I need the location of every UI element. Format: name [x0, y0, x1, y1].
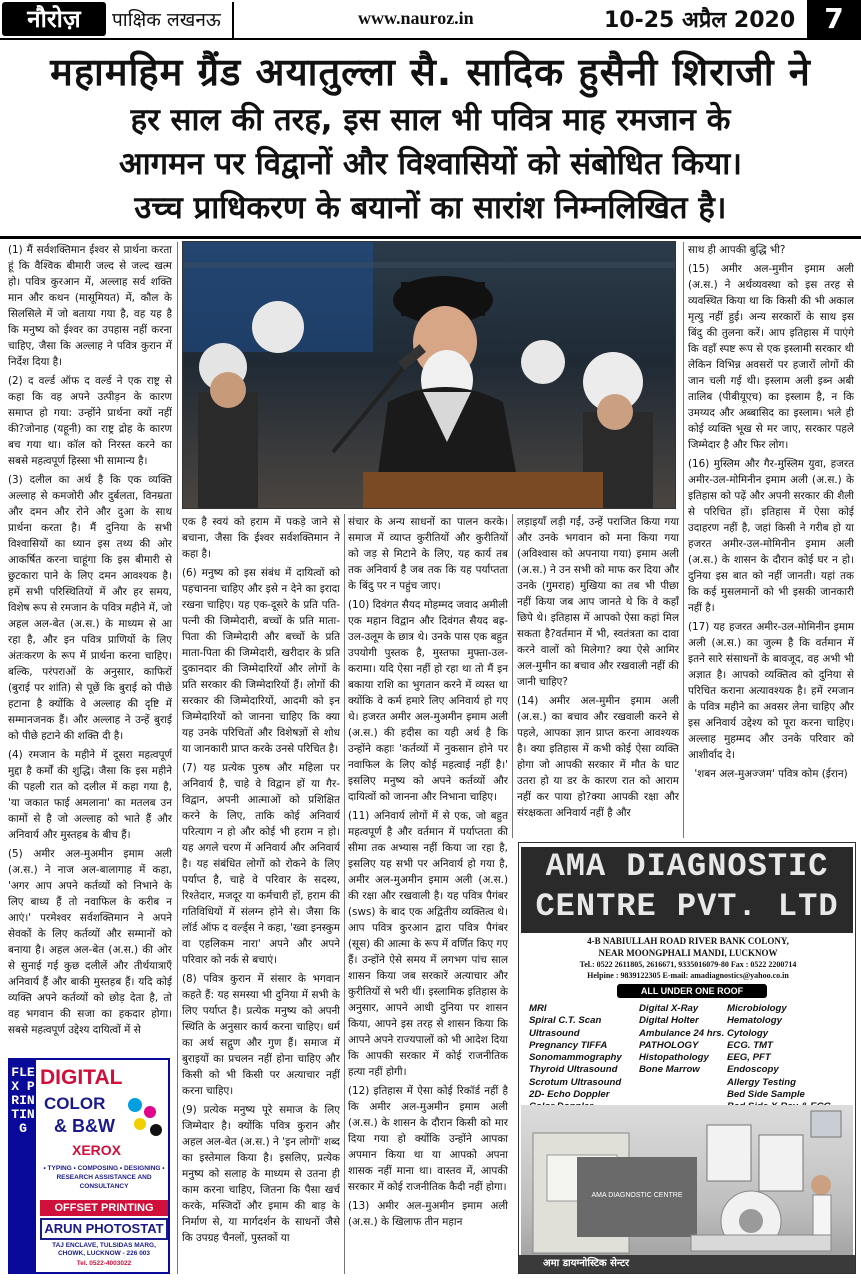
- paragraph: (7) यह प्रत्येक पुरुष और महिला पर अनिवार्य है, चाहे वे विद्वान हों या गैर-विद्वान, अपनी आत्माओं को प्रशिक्षित करने के लिए, ताकि कोई अनिवार्य परित्याग न हो और कोई भी हराम न हो। यह अगले चरण में अनिवार्य और अनिवार्य है। यह संबंधित लोगों को रोकने के लिए पर्याप्त है, चाहे वे परिवार के सदस्य, रिश्तेदार, मजदूर या कर्मचारी हों, हराम की गतिविधियों में संलग्न होने से। जैसा कि लॉर्ड ऑफ द वर्ल्ड्स ने कहा, 'ख्वा इनस्कुम वा एहलिकम नारा' अपने और अपने परिवार को नर्क से बचाएं।: [182, 762, 340, 966]
- paragraph: (3) दलील का अर्थ है कि एक व्यक्ति अल्लाह से कमजोरी और दुर्बलता, विनम्रता और दमन और रोने और दुआ के साथ प्रार्थना करता है। मैं दुनिया के सभी विश्वासियों का ध्यान इस तथ्य की ओर आकर्षित करना चाहूंगा कि इस बीमारी से छुटकारा पाने के लिए दमन आवश्यक है। हमें सभी परिस्थितियों में और हर समय, विशेष रूप से रमजान के पवित्र महीने में, जो अहल अल-बेत (अ.स.) के माध्यम से आ रहा है, और इन पवित्र प्राणियों के लिए अंतःकरण के रूप में प्रार्थना करना चाहिए। बल्कि, परंपराओं के अनुसार, काफिरों (बुराई पर शांति) से पूछें कि बुराई को पीछे हटाना है क्योंकि वे अल्लाह की दृष्टि में सम्मानजनक हैं। और अल्लाह ने उन्हें बुराई को पीछे हटाने की शक्ति दी है।: [8, 474, 172, 742]
- ama-title: [521, 847, 853, 933]
- ama-under-one-roof-badge: ALL UNDER ONE ROOF: [617, 984, 767, 998]
- issue-date: 10-25 अप्रैल 2020: [604, 8, 796, 33]
- color-dot-icon: [128, 1098, 142, 1112]
- article-column-4: [517, 514, 679, 838]
- paragraph: (4) रमजान के महीने में दूसरा महत्वपूर्ण मुद्दा है कर्मों की शुद्धि। जैसा कि इस महीने की पहली रात को दलील में कहा गया है, 'या जकात फाई अमलाना' का मतलब उन कामों से है जो अल्लाह को भाते हैं और अनिवार्य और मुस्तहब के बीच हैं।: [8, 749, 172, 841]
- photo-illustration: [183, 242, 676, 509]
- paragraph: (13) अमीर अल-मुअमीन इमाम अली (अ.स.) के खिलाफ तीन महान: [348, 1200, 508, 1228]
- page-number: 7: [807, 0, 861, 38]
- paragraph: साथ ही आपकी बुद्धि भी?: [688, 244, 786, 256]
- headline-rule: [0, 236, 861, 239]
- ama-services-col-3: [727, 1003, 831, 1114]
- service-item: Bed Side Sample: [727, 1089, 805, 1101]
- column-divider: [512, 514, 513, 838]
- color-dot-icon: [150, 1124, 162, 1136]
- paragraph: (6) मनुष्य को इस संबंध में दायित्वों को पहचानना चाहिए और इसे न देने का इरादा रखना चाहिए। यह एक-दूसरे के प्रति पति-पत्नी की जिम्मेदारी, बच्चों के प्रति माता-पिता की जिम्मेदारी और बच्चों के प्रति माता-पिता की जिम्मेदारी, खरीदार के प्रति दुकानदार की जिम्मेदारियों और लोगों के प्रति सरकार की जिम्मेदारियों हैं। लोगों की सरकार की जिम्मेदारियों, आदमी को इन जिम्मेदारियों को जानना चाहिए कि क्या यह उनके परिचितों और विशेषज्ञों से शोध या जानकारी प्राप्त करके उनसे परिचित है।: [182, 567, 340, 755]
- column-divider: [683, 242, 684, 838]
- service-item: Pregnancy TIFFA: [529, 1039, 608, 1051]
- article-column-1: [8, 242, 172, 1054]
- service-item: Scrotum Ultrasound: [529, 1076, 622, 1088]
- paragraph: (9) प्रत्येक मनुष्य पूरे समाज के लिए जिम्मेदार है। क्योंकि पवित्र कुरान और अहल अल-बेत (अ.स.) ने 'इन लोगों' शब्द का इस्तेमाल किया है। इसलिए, प्रत्येक मनुष्य को सलाह के माध्यम से उतना ही काम करना चाहिए, जितना कि पैसा खर्च करके, मस्जिदों और इमाम की बाड़ के निर्माण से, या मार्गदर्शन के साधनों जैसे कि उपग्रह चैनलों, पुस्तकों या: [182, 1104, 340, 1244]
- ad-xerox-label: XEROX: [72, 1142, 122, 1158]
- service-item: Sonomammography: [529, 1052, 622, 1064]
- equipment-illustration: [521, 1105, 853, 1273]
- ama-title-line-2: CENTRE PVT. LTD: [535, 888, 839, 925]
- ama-equipment-photo: [521, 1105, 853, 1273]
- ama-telephone: Tel.: 0522 2611805, 2616671, 9335016079-80 Fax : 0522 2200714: [579, 960, 797, 969]
- flex-printing-ad[interactable]: [8, 1058, 170, 1274]
- ama-address-line-2: NEAR MOONGPHALI MANDI, LUCKNOW: [598, 948, 778, 958]
- paragraph: (12) इतिहास में ऐसा कोई रिकॉर्ड नहीं है कि अमीर अल-मुअमीन इमाम अली (अ.स.) के शासन के दौरान किसी को मार दिया गया हो क्योंकि उन्होंने आपका अपमान किया था या आपको अपना शासक नहीं माना था। वास्तव में, आपकी सरकार में कोई राजनीतिक कैदी नहीं होगा।: [348, 1085, 508, 1193]
- masthead-divider: [232, 2, 234, 38]
- ad-digital-label: DIGITAL: [40, 1066, 123, 1089]
- service-item: Hematology: [727, 1015, 782, 1027]
- ad-color-label: COLOR: [44, 1094, 106, 1113]
- headline-line-4: उच्च प्राधिकरण के बयानों का सारांश निम्नलिखित है।: [134, 190, 727, 226]
- article-column-3: [348, 514, 508, 1274]
- headline-line-3: आगमन पर विद्वानों और विश्वासियों को संबोधित किया।: [118, 146, 743, 182]
- service-item: Spiral C.T. Scan: [529, 1015, 602, 1027]
- paragraph: (15) अमीर अल-मुमीन इमाम अली (अ.स.) ने अर्थव्यवस्था को इस तरह से व्यवस्थित किया था कि किसी की भी अकाल मृत्यु नहीं हुई। अन्य सरकारों के साथ इस बिंदु की तुलना करें। आप इतिहास में पाएंगे कि वहाँ स्पष्ट रूप से एक इस्लामी सरकार थी लेकिन विभिन्न अवसरों पर हजारों लोगों की जान चली गई थी। इस्लाम अली इब्न अबी तालिब (पीबीयूएच) का इस्लाम है, न कि उमय्यद और अब्बासिद का इस्लाम। भले ही कोई व्यक्ति भूख से मर जाए, सरकार पहले जिम्मेदार है और फिर लोग।: [688, 263, 854, 451]
- ama-diagnostic-ad[interactable]: [518, 842, 856, 1274]
- paragraph: (14) अमीर अल-मुमीन इमाम अली (अ.स.) का बचाव और रखवाली करने से पहले, आपका ज्ञान प्राप्त करना आवश्यक है। क्या इतिहास में कभी कोई ऐसा व्यक्ति होगा जो आपकी सरकार में मौत के घाट उतरा हो या डर के कारण रात को आराम नहीं कर पाया हो?क्या आपकी रक्षा और संरक्षकता अनिवार्य नहीं है और: [517, 695, 679, 819]
- service-item: Ambulance 24 hrs.: [639, 1027, 725, 1039]
- paragraph: (2) द वर्ल्ड ऑफ द वर्ल्ड ने एक राष्ट्र से कहा कि वह अपने उत्पीड़न के कारण समाप्त हो गया: उन्होंने प्रार्थना क्यों नहीं की?जोनाह (यहूनी) का राष्ट्र द्रोह के कारण बच गया था। कॉल को निरस्त करने का सबसे महत्वपूर्ण हिस्सा भी सामान्य है।: [8, 375, 172, 467]
- paragraph: (8) पवित्र कुरान में संसार के भगवान कहते हैं: यह समस्या भी दुनिया में सभी के लिए पर्याप्त है। प्रत्येक मनुष्य को अपनी स्थिति के अनुसार कार्य करना चाहिए। धर्म का अर्थ सद्गुण और गुण हैं। समाज में बुराइयों का प्रचलन नहीं होना चाहिए और किसी को भी किसी पर अत्याचार नहीं करना चाहिए।: [182, 973, 340, 1097]
- service-item: Bone Marrow: [639, 1064, 700, 1076]
- ama-footer-hindi: अमा डायग्नोस्टिक सेन्टर: [519, 1255, 856, 1273]
- ad-services-text: • TYPING • COMPOSING • DESIGNING • RESEARCH ASSISTANCE AND CONSULTANCY: [43, 1165, 165, 1190]
- ama-services-col-2: [639, 1003, 724, 1077]
- ama-address: [523, 935, 853, 959]
- service-item: Ultrasound: [529, 1027, 580, 1039]
- headline-block: [0, 46, 861, 236]
- building-sign: AMA DIAGNOSTIC CENTRE: [591, 1192, 683, 1199]
- edition-label: पाक्षिक लखनऊ: [112, 9, 221, 31]
- column-divider: [177, 242, 178, 1274]
- ad-telephone: Tel. 0522-4003022: [76, 1260, 132, 1267]
- service-item: Endoscopy: [727, 1064, 779, 1076]
- ama-helpline: Helpine : 9839122305 E-mail: amadiagnostics@yahoo.co.in: [587, 971, 789, 980]
- cleric-photo: [182, 241, 676, 509]
- service-item: Cytology: [727, 1027, 769, 1039]
- service-item: Digital X-Ray: [639, 1003, 699, 1014]
- service-item: Allergy Testing: [727, 1076, 796, 1088]
- ama-services-col-1: [529, 1003, 622, 1114]
- masthead: [0, 0, 861, 40]
- paragraph: लड़ाइयाँ लड़ी गईं, उन्हें पराजित किया गया और उनके भगवान को मना किया गया (अविश्वास को अपनाया गया) इमाम अली (अ.स.) ने उन सभी को माफ कर दिया और उनके (गुमराह) मुखिया का तब भी पीछा नहीं किया जब आप जानते थे कि वे कहाँ छिपे थे। इतिहास में आपको ऐसा कहां मिल सकता है?वर्तमान में भी, स्वतंत्रता का दावा करने वालों को मिलेगा? क्या ऐसे आमिर अल-मुमीन का बचाव और रखवाली नहीं की जानी चाहिए?: [517, 516, 679, 688]
- ama-contact: [523, 959, 853, 981]
- paragraph: (5) अमीर अल-मुअमीन इमाम अली (अ.स.) ने नाज अल-बालागाह में कहा, 'अगर आप अपने कर्तव्यों को निभाने के लिए बाध्य हैं तो नवाफिल के करीब न आएं।' परमेश्वर सर्वशक्तिमान ने अपने सेवकों के लिए कर्तव्यों और सम्मानों को बनाया है। अहल अल-बेत (अ.स.) की ओर से सुनाई गई कुछ दलीलें और तीर्थयात्राएँ अनिवार्य हैं और बाकी मुस्तहब हैं। यदि कोई व्यक्ति अपने कर्तव्यों को छोड़ देता है, तो वह भगवान की सजा का हकदार होगा। सबसे महत्वपूर्ण उद्देश्य दायित्वों में से: [8, 848, 172, 1036]
- service-item: Thyroid Ultrasound: [529, 1064, 618, 1076]
- paragraph: (17) यह हजरत अमीर-उल-मोमिनीन इमाम अली (अ.स.) का जुल्म है कि वर्तमान में इतने सारे संसाधनों के बावजूद, वह अभी भी अज्ञात है। आपको व्यक्तित्व को दुनिया से परिचित कराना अत्यावश्यक है। हमें रमजान के पवित्र महीने का अवसर लेना चाहिए और इस अनिवार्य उद्देश्य को पूरा करना चाहिए। अल्लाह मुहम्मद और उनके परिवार को आशीर्वाद दे।: [688, 621, 854, 761]
- color-dot-icon: [144, 1106, 156, 1118]
- website-link[interactable]: www.nauroz.in: [358, 8, 474, 28]
- paragraph: (11) अनिवार्य लोगों में से एक, जो बहुत महत्वपूर्ण है और वर्तमान में पर्याप्तता की सीमा तक अभ्यास नहीं किया जा रहा है, इसलिए यह सभी पर अनिवार्य हो गया है, अमीर अल-मुअमीन इमाम अली (अ.स.) की रक्षा और रखवाली है। यह पवित्र पैगंबर (sws) के बाद एक अद्वितीय व्यक्तित्व थे। आप पवित्र कुरआन द्वारा पवित्र पैगंबर (सूस) की आत्मा के रूप में वर्णित किए गए हैं। उन्होंने ऐसे समय में लगभग पांच साल शासन किया जब सरकारें अत्याचार और कुरीतियों से भरी थीं। इस्लामिक इतिहास के अनुसार, आपने आधी दुनिया पर शासन किया, आपने इस तरह से शासन किया कि आपने अपने राज्यपालों को भी आदेश दिया कि आपकी सरकार में कोई राजनीतिक हत्या नहीं होगी।: [348, 810, 508, 1078]
- signature: 'शबन अल-मुअज्जम' पवित्र कोम (ईरान): [694, 768, 848, 780]
- service-item: Histopathology: [639, 1052, 709, 1064]
- service-item: Microbiology: [727, 1003, 787, 1014]
- paragraph: (1) मैं सर्वशक्तिमान ईश्वर से प्रार्थना करता हूं कि वैश्विक बीमारी जल्द से जल्द खत्म हो। पवित्र कुरआन में, अल्लाह सर्व शक्ति मान और कथन (मासूमियत) में, कौल के सिलसिले में जो बताया गया है, वह यह है कि मनुष्य को ईश्वर का उपहास नहीं करना चाहिए, जैसा कि अल्लाह ने पवित्र कुरान में निर्देश दिया है।: [8, 244, 172, 368]
- service-item: Digital Holter: [639, 1015, 699, 1027]
- ad-business-name: ARUN PHOTOSTAT: [40, 1218, 168, 1240]
- color-dot-icon: [134, 1118, 146, 1130]
- column-divider: [344, 514, 345, 1274]
- paragraph: (16) मुस्लिम और गैर-मुस्लिम युवा, हजरत अमीर-उल-मोमिनीन इमाम अली (अ.स.) के इतिहास को पढ़ें और अपनी सरकार की शैली से परिचित हों। इतिहास में ऐसा कोई उदाहरण नहीं है, जहां किसी ने गरीब हो या हजरत अमीर-उल-मोमिनीन इमाम अली (अ.स.) के शासन के दौरान कोई घर न हो। दुनिया इस बात को नहीं जानती। यहां तक कि कई मुसलमानों को भी इसकी जानकारी नहीं है।: [688, 458, 854, 614]
- article-column-5: [688, 242, 854, 838]
- ad-offset-banner: OFFSET PRINTING: [40, 1200, 168, 1216]
- headline-line-2: हर साल की तरह, इस साल भी पवित्र माह रमजान के: [130, 102, 731, 138]
- ad-bw-label: & B&W: [54, 1116, 115, 1136]
- ad-address: TAJ ENCLAVE, TULSIDAS MARG, CHOWK, LUCKNOW - 226 003: [52, 1242, 156, 1257]
- flex-printing-side-banner: FLEX PRINTING: [10, 1060, 36, 1272]
- ama-title-line-1: AMA DIAGNOSTIC: [545, 848, 829, 885]
- headline-line-1: महामहिम ग्रैंड अयातुल्ला सै. सादिक हुसैनी शिराजी ने: [50, 50, 811, 94]
- paragraph: एक है स्वयं को हराम में पकड़े जाने से बचाना, जैसा कि ईश्वर सर्वशक्तिमान ने कहा है।: [182, 516, 340, 560]
- paragraph: संचार के अन्य साधनों का पालन करके। समाज में व्याप्त कुरीतियों और कुरीतियों को जड़ से मिटाने के लिए, यह कार्य तब तक अनिवार्य है जब तक कि यह पर्याप्तता के बिंदु पर न पहुंच जाए।: [348, 516, 508, 592]
- service-item: EEG, PFT: [727, 1052, 771, 1064]
- service-item: 2D- Echo Doppler: [529, 1089, 610, 1101]
- service-item: PATHOLOGY: [639, 1039, 699, 1051]
- paragraph: (10) दिवंगत सैयद मोहम्मद जवाद अमीली एक महान विद्वान और दिवंगत सैयद बह्र-उल-उलूम के छात्र थे। उनके पास एक बहुत उपयोगी पुस्तक है, मुस्तफा मुफ्ता-उल-करामा। यदि ऐसा नहीं हो रहा था तो मैं इन बकाया राशि का भुगतान करने में व्यस्त था क्योंकि वे कर्म हमारे लिए अनिवार्य हो गए थे। हजरत अमीर अल-मुअमीन इमाम अली (अ.स.) की हदीस का यही अर्थ है कि उन्होंने कहाः 'कर्तव्यों में नुकसान होने पर नवाफिल के लिए कोई महत्वाई नहीं है।' इसलिए मनुष्य को अपने कर्तव्यों और दायित्वों को जानना और निभाना चाहिए।: [348, 599, 508, 803]
- ama-address-line-1: 4-B NABIULLAH ROAD RIVER BANK COLONY,: [587, 936, 789, 946]
- service-item: ECG. TMT: [727, 1039, 773, 1051]
- service-item: MRI: [529, 1003, 547, 1014]
- newspaper-logo[interactable]: नौरोज़: [2, 2, 106, 36]
- article-column-2: [182, 514, 340, 1274]
